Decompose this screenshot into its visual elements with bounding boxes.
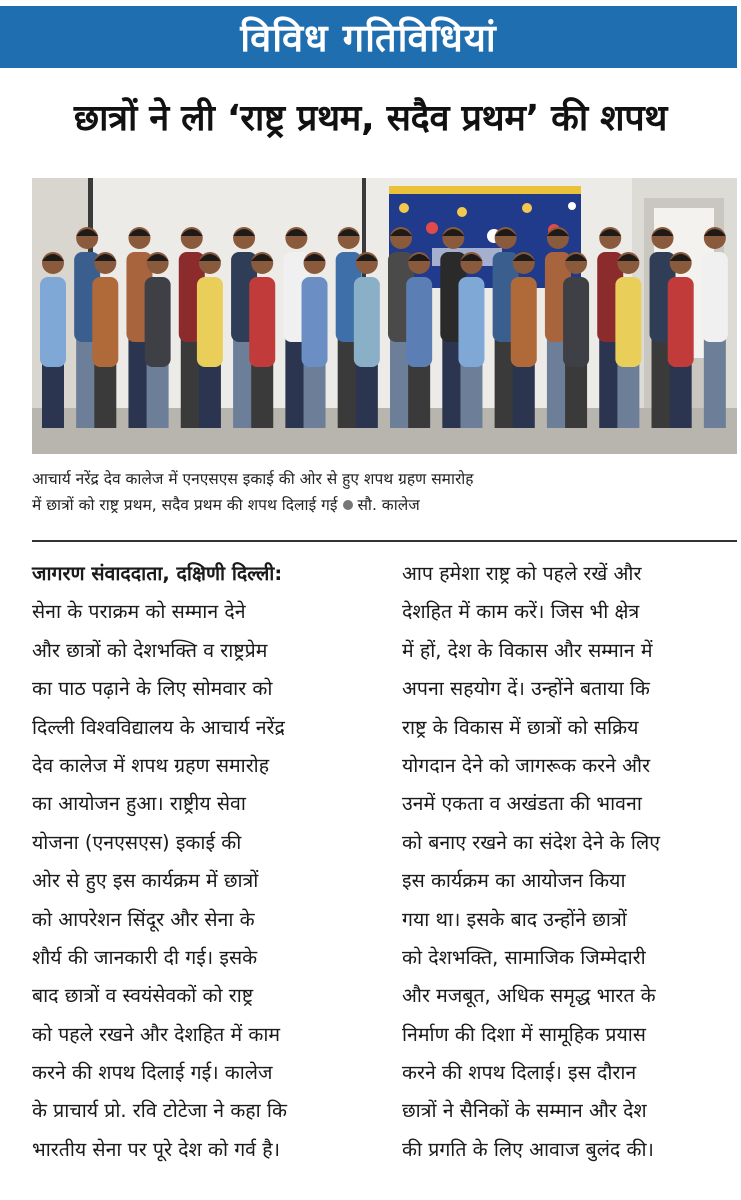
person-figure bbox=[615, 252, 641, 428]
body-text-line: करने की शपथ दिलाई। इस दौरान bbox=[402, 1061, 637, 1085]
body-text-line: निर्माण की दिशा में सामूहिक प्रयास bbox=[402, 1022, 646, 1046]
body-text-line: अपना सहयोग दें। उन्होंने बताया कि bbox=[402, 677, 650, 701]
person-figure bbox=[406, 252, 432, 428]
dateline: जागरण संवाददाता, दक्षिणी दिल्ली: bbox=[32, 562, 283, 585]
body-text-line: उनमें एकता व अखंडता की भावना bbox=[402, 792, 642, 816]
body-text-line: की प्रगति के लिए आवाज बुलंद की। bbox=[402, 1137, 654, 1161]
body-text-line: सेना के पराक्रम को सम्मान देने bbox=[32, 600, 246, 624]
body-text-line: को बनाए रखने का संदेश देने के लिए bbox=[402, 830, 660, 854]
group-photo bbox=[32, 178, 737, 454]
divider bbox=[32, 540, 737, 542]
body-text-line: को आपरेशन सिंदूर और सेना के bbox=[32, 907, 255, 931]
bullet-icon bbox=[343, 500, 353, 510]
body-text-line: देव कालेज में शपथ ग्रहण समारोह bbox=[32, 753, 270, 777]
body-text-line: गया था। इसके बाद उन्होंने छात्रों bbox=[402, 907, 627, 931]
caption-credit: सौ. कालेज bbox=[357, 496, 420, 514]
article-headline: छात्रों ने ली ‘राष्ट्र प्रथम, सदैव प्रथम’ की शपथ bbox=[73, 98, 668, 139]
person-figure bbox=[249, 252, 275, 428]
body-text-line: राष्ट्र के विकास में छात्रों को सक्रिय bbox=[402, 715, 639, 739]
article-column-right bbox=[402, 555, 741, 1169]
group-photo-illustration bbox=[32, 178, 737, 454]
person-figure bbox=[511, 252, 537, 428]
body-text-line: शौर्य की जानकारी दी गई। इसके bbox=[32, 945, 258, 969]
photo-caption bbox=[32, 466, 737, 518]
person-figure bbox=[702, 227, 728, 428]
body-text-line: छात्रों ने सैनिकों के सम्मान और देश bbox=[402, 1099, 647, 1123]
person-figure bbox=[354, 252, 380, 428]
body-text-line: आप हमेशा राष्ट्र को पहले रखें और bbox=[402, 562, 642, 585]
body-text-line: को देशभक्ति, सामाजिक जिम्मेदारी bbox=[402, 945, 646, 969]
body-text-line: देशहित में काम करें। जिस भी क्षेत्र bbox=[402, 600, 640, 624]
caption-line: आचार्य नरेंद्र देव कालेज में एनएसएस इकाई की ओर से हुए शपथ ग्रहण समारोह bbox=[32, 470, 474, 488]
person-figure bbox=[458, 252, 484, 428]
person-figure bbox=[145, 252, 171, 428]
body-text-line: में हों, देश के विकास और सम्मान में bbox=[402, 638, 653, 662]
person-figure bbox=[197, 252, 223, 428]
body-text-line: के प्राचार्य प्रो. रवि टोटेजा ने कहा कि bbox=[32, 1099, 287, 1123]
body-text-line: को पहले रखने और देशहित में काम bbox=[32, 1022, 281, 1046]
section-banner bbox=[0, 6, 737, 68]
caption-line: में छात्रों को राष्ट्र प्रथम, सदैव प्रथम की शपथ दिलाई गई bbox=[32, 496, 338, 514]
body-text-line: का पाठ पढ़ाने के लिए सोमवार को bbox=[32, 677, 273, 701]
body-text-line: योगदान देने को जागरूक करने और bbox=[402, 753, 651, 777]
body-text-line: इस कार्यक्रम का आयोजन किया bbox=[402, 869, 626, 893]
person-figure bbox=[92, 252, 118, 428]
body-text-line: और छात्रों को देशभक्ति व राष्ट्रप्रेम bbox=[32, 638, 268, 662]
person-figure bbox=[563, 252, 589, 428]
person-figure bbox=[40, 252, 66, 428]
person-figure bbox=[302, 252, 328, 428]
body-text-line: दिल्ली विश्वविद्यालय के आचार्य नरेंद्र bbox=[32, 715, 285, 739]
article-column-left bbox=[32, 555, 372, 1169]
body-text-line: भारतीय सेना पर पूरे देश को गर्व है। bbox=[32, 1137, 280, 1161]
body-text-line: और मजबूत, अधिक समृद्ध भारत के bbox=[402, 984, 656, 1008]
body-text-line: ओर से हुए इस कार्यक्रम में छात्रों bbox=[32, 869, 259, 893]
person-figure bbox=[668, 252, 694, 428]
body-text-line: का आयोजन हुआ। राष्ट्रीय सेवा bbox=[32, 792, 246, 816]
section-title: विविध गतिविधियां bbox=[240, 16, 497, 60]
body-text-line: करने की शपथ दिलाई गई। कालेज bbox=[32, 1061, 273, 1085]
body-text-line: योजना (एनएसएस) इकाई की bbox=[32, 830, 242, 854]
body-text-line: बाद छात्रों व स्वयंसेवकों को राष्ट्र bbox=[32, 984, 254, 1008]
